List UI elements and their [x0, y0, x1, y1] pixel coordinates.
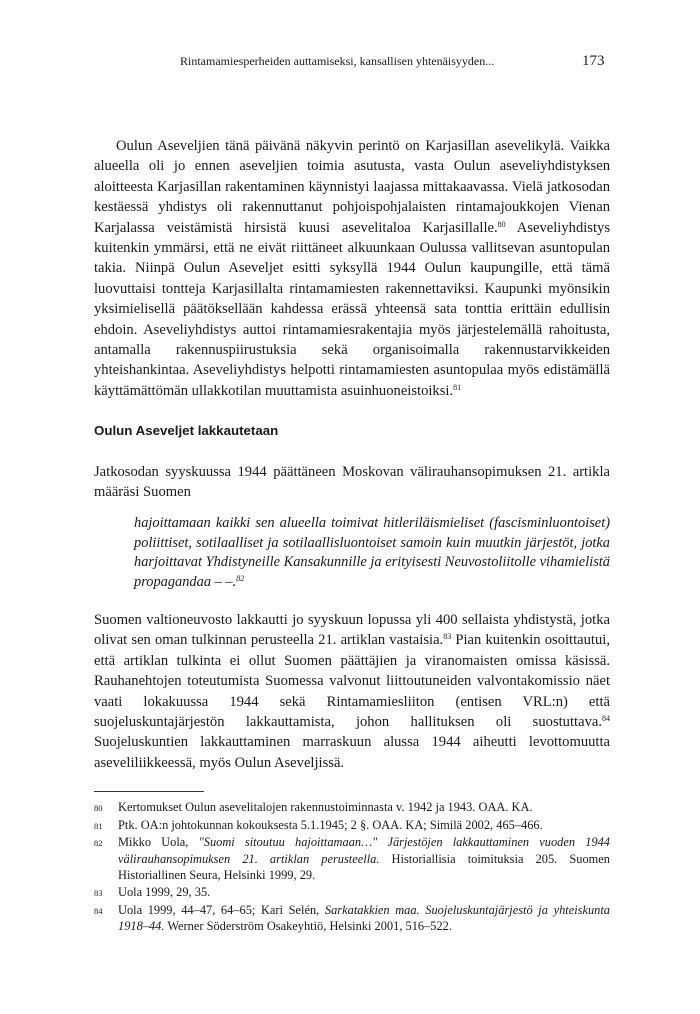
footnote-84 — [94, 902, 610, 935]
footnote-text: Kertomukset Oulun asevelitalojen rakennustoiminnasta v. 1942 ja 1943. OAA. KA. — [118, 800, 533, 814]
footnote-divider — [94, 791, 204, 792]
footnote-83 — [94, 884, 610, 902]
paragraph-3 — [94, 610, 610, 773]
paragraph-2-text: Jatkosodan syyskuussa 1944 päättäneen Moskovan välirauhansopimuksen 21. artikla määräsi Suomen — [94, 464, 610, 501]
paragraph-3-text-b: Pian kuitenkin osoittautui, että artiklan tulkinta ei ollut Suomen päättäjien ja viranomaisten omissa käsissä. Rauhanehtojen toteutumista Suomessa valvonut liittoutuneiden valvontakomissio näet vaati lokakuussa 1944 sekä Rintamamiesliiton (entisen VRL:n) että suojeluskuntajärjestön lakkauttamista, johon hallituksen oli suostuttava. — [94, 632, 610, 731]
footnote-ref-83[interactable]: 83 — [443, 632, 452, 642]
footnote-text — [118, 902, 610, 935]
footnote-text: Ptk. OA:n johtokunnan kokouksesta 5.1.1945; 2 §. OAA. KA; Similä 2002, 465–466. — [118, 817, 543, 832]
footnote-publication: Historiallisia toimituksia 205. Suomen Historiallinen Seura, Helsinki 1999, 29. — [118, 851, 610, 883]
paragraph-2 — [94, 462, 610, 503]
footnote-ref-81[interactable]: 81 — [453, 382, 462, 392]
quote-text: hajoittamaan kaikki sen alueella toimivat hitleriläismieliset (fascisminluontoiset) poliittiset, sotilaalliset ja sotilaallisluontoiset samoin kuin muutkin järjestöt, jotka harjoittavat Yhdistyneille Kansakunnille ja erityisesti Neuvostoliitolle vihamielistä propagandaa – –. — [134, 515, 610, 590]
footnote-number: 81 — [94, 820, 103, 831]
block-quote — [134, 514, 610, 592]
section-heading: Oulun Aseveljet lakkautetaan — [94, 423, 279, 438]
footnote-ref-82[interactable]: 82 — [236, 573, 245, 583]
footnote-ref-80[interactable]: 80 — [497, 219, 506, 229]
footnote-ref-84[interactable]: 84 — [602, 714, 610, 724]
paragraph-3-text-a: Suomen valtioneuvosto lakkautti jo syyskuun lopussa yli 400 sellaista yhdistystä, jotka olivat sen oman tulkinnan perusteella 21. artiklan vastaisia. — [94, 612, 610, 649]
page-number: 173 — [582, 53, 605, 69]
footnote-text — [118, 834, 610, 884]
paragraph-1-text-a: Oulun Aseveljien tänä päivänä näkyvin perintö on Karjasillan asevelikylä. Vaikka alueella oli jo ennen aseveljien toimia asutusta, vasta Oulun aseveliyhdistyksen aloitteesta Karjasillan rakentaminen käynnistyi laajassa mittakaavassa. Vielä jatkosodan kestäessä yhdistys oli rakennuttanut pohjoispohjalaisten rintamajoukkojen Vienan Karjalassa veistämistä hirsistä kuusi asevelitaloa Karjasillalle. — [94, 138, 610, 236]
running-title: Rintamamiesperheiden auttamiseksi, kansallisen yhtenäisyyden... — [180, 54, 495, 68]
footnote-80 — [94, 799, 610, 817]
footnote-81 — [94, 817, 610, 835]
paragraph-3-text-c: Suojeluskuntien lakkauttaminen marraskuun alussa 1944 aiheutti levottomuutta aseveliliikkeessä, myös Oulun Aseveljissä. — [94, 734, 610, 771]
footnote-text: Uola 1999, 29, 35. — [118, 884, 211, 899]
footnote-number: 82 — [94, 838, 103, 849]
footnote-number: 80 — [94, 803, 103, 813]
footnote-author: Mikko Uola, — [118, 835, 199, 850]
footnote-publication: Werner Söderström Osakeyhtiö, Helsinki 2001, 516–522. — [164, 919, 452, 934]
paragraph-1 — [94, 136, 610, 401]
footnote-author: Uola 1999, 44–47, 64–65; Kari Selén, — [118, 902, 325, 917]
footnote-82 — [94, 834, 610, 884]
footnote-book-title: Sarkatakkien maa. Suojeluskuntajärjestö ja yhteiskunta 1918–44. — [118, 902, 610, 934]
footnote-number: 84 — [94, 905, 103, 916]
paragraph-1-text-b: Aseveliyhdistys kuitenkin ymmärsi, että ne eivät riittäneet alkuunkaan Oulussa vallitsevan asuntopulan takia. Niinpä Oulun Aseveljet esitti syksyllä 1944 Oulun kaupungille, että tämä luovuttaisi tontteja Karjasillalta rintamamiesten rakennettaviksi. Kaupunki myönsikin yksimielisellä päätöksellään kahdessa erässä yhteensä sata tonttia erittäin edullisin ehdoin. Aseveliyhdistys auttoi rintamamiesrakentajia myös järjestelemällä rahoitusta, antamalla rakennuspiirustuksia sekä organisoimalla rakennustarvikkeiden yhteishankintaa. Aseveliyhdistys helpotti rintamamiesten asuntopulaa myös edistämällä käyttämättömän ullakkotilan muuttamista asuinhuoneistoiksi. — [94, 219, 611, 399]
footnotes — [94, 799, 610, 935]
footnote-book-title: "Suomi sitoutuu hajoittamaan…" Järjestöjen lakkauttaminen vuoden 1944 välirauhansopimuksen 21. artiklan perusteella. — [118, 835, 610, 866]
footnote-number: 83 — [94, 887, 103, 898]
